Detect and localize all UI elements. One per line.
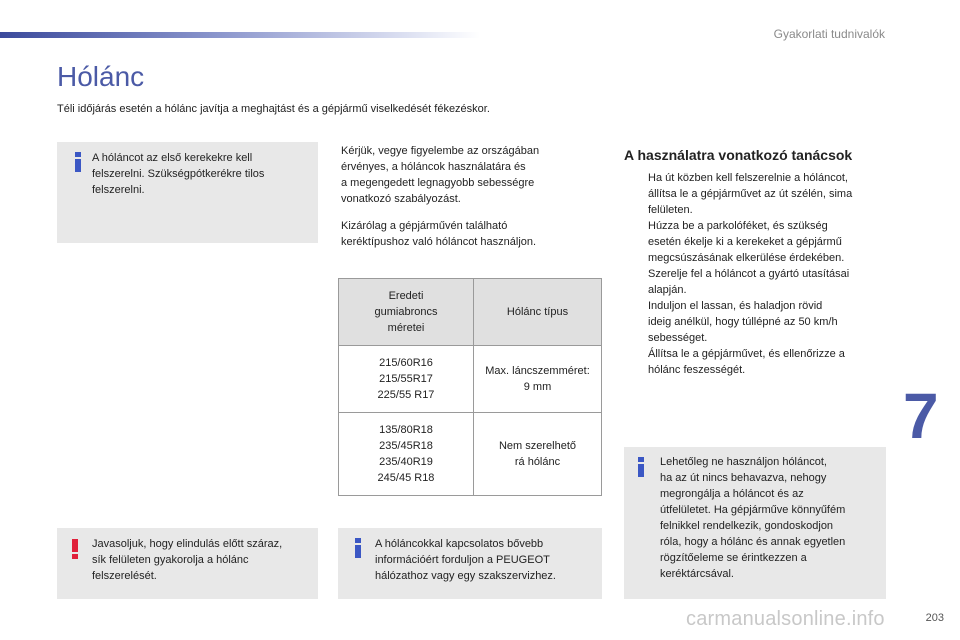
warning-icon xyxy=(72,539,78,559)
table-cell-tyre-sizes: 215/60R16 215/55R17 225/55 R17 xyxy=(339,346,474,413)
chapter-number: 7 xyxy=(903,380,939,452)
watermark: carmanualsonline.info xyxy=(686,608,885,630)
table-row xyxy=(339,413,602,496)
info-box-peugeot xyxy=(338,528,602,599)
warning-box-text: Javasoljuk, hogy elindulás előtt száraz, sík felületen gyakorolja a hólánc felszerelését. xyxy=(92,538,283,582)
tips-list xyxy=(626,170,886,378)
list-item: Ha út közben kell felszerelnie a hóláncot, állítsa le a gépjárművet az út szélén, sima felületen. xyxy=(648,172,853,216)
table-row xyxy=(339,346,602,413)
list-item: Húzza be a parkolóféket, és szükség esetén ékelje ki a kerekeket a gépjármű megcsúszásának elkerülése érdekében. xyxy=(648,220,845,264)
table-header-row xyxy=(339,279,602,346)
table-cell-chain-type: Max. láncszemméret: 9 mm xyxy=(474,346,602,413)
info-icon xyxy=(638,457,644,477)
info-box-rims xyxy=(624,447,886,599)
info-box-front-text: A hóláncot az első kerekekre kell felszerelni. Szükségpótkerékre tilos felszerelni. xyxy=(92,152,265,196)
regulation-paragraph: Kérjük, vegye figyelembe az országában érvényes, a hóláncok használatára és a megengedett legnagyobb sebességre vonatkozó szabályozást. xyxy=(341,145,540,205)
list-item: Szerelje fel a hóláncot a gyártó utasításai alapján. xyxy=(648,268,850,296)
info-icon xyxy=(355,538,361,558)
section-title: Gyakorlati tudnivalók xyxy=(773,27,885,41)
table-header-chain-type: Hólánc típus xyxy=(474,279,602,346)
info-box-rims-text: Lehetőleg ne használjon hóláncot, ha az út nincs behavazva, nehogy megrongálja a hóláncot és az útfelületet. Ha gépjárműve könnyűfém felnikkel rendelkezik, gondoskodjon róla, hogy a hólánc és annak egyetlen rögzítőeleme se érintkezzen a keréktárcsával. xyxy=(660,456,846,580)
info-box-peugeot-text: A hóláncokkal kapcsolatos bővebb információért forduljon a PEUGEOT hálózathoz vagy egy szakszervizhez. xyxy=(375,538,556,582)
wheel-type-paragraph: Kizárólag a gépjárművén található keréktípushoz való hóláncot használjon. xyxy=(341,220,537,248)
list-item: Állítsa le a gépjárművet, és ellenőrizze a hólánc feszességét. xyxy=(648,348,845,376)
snow-chain-table xyxy=(338,278,602,496)
info-box-front-wheels xyxy=(57,142,318,243)
table-cell-tyre-sizes: 135/80R18 235/45R18 235/40R19 245/45 R18 xyxy=(339,413,474,496)
tips-heading: A használatra vonatkozó tanácsok xyxy=(624,147,853,163)
intro-text: Téli időjárás esetén a hólánc javítja a meghajtást és a gépjármű viselkedését fékezéskor. xyxy=(57,103,490,115)
page-title: Hólánc xyxy=(57,61,145,92)
table-header-tyre-size: Eredeti gumiabroncs méretei xyxy=(339,279,474,346)
info-icon xyxy=(75,152,81,172)
page-number: 203 xyxy=(925,612,944,624)
list-item: Induljon el lassan, és haladjon rövid ideig anélkül, hogy túllépné az 50 km/h sebességet. xyxy=(648,300,838,344)
warning-box xyxy=(57,528,318,599)
header-accent-bar xyxy=(0,32,480,38)
table-cell-chain-type: Nem szerelhető rá hólánc xyxy=(474,413,602,496)
